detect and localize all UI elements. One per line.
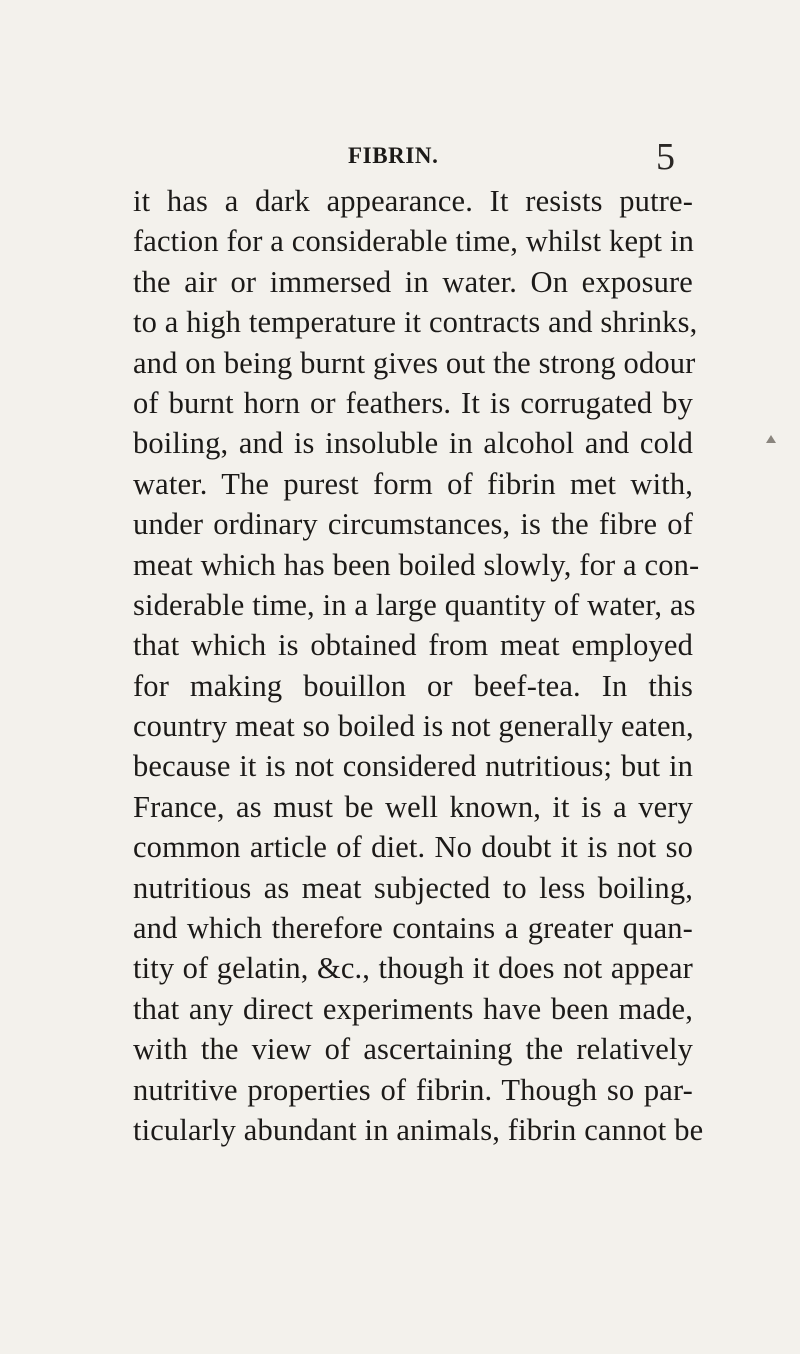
text-line: for making bouillon or beef-tea. In this	[133, 668, 693, 703]
page-title: FIBRIN.	[348, 143, 439, 168]
text-line: because it is not considered nutritious; but in	[133, 749, 693, 784]
page-number: 5	[656, 136, 675, 178]
text-line: that any direct experiments have been made,	[133, 991, 693, 1026]
text-line: of burnt horn or feathers. It is corrugated by	[133, 385, 693, 420]
text-line: ticularly abundant in animals, fibrin cannot be	[133, 1112, 704, 1147]
margin-mark	[766, 435, 776, 443]
text-line: boiling, and is insoluble in alcohol and cold	[133, 426, 693, 461]
text-line: water. The purest form of fibrin met with,	[133, 466, 693, 501]
body-text	[133, 181, 704, 1150]
text-line: faction for a considerable time, whilst kept in	[133, 224, 694, 259]
text-line: country meat so boiled is not generally eaten,	[133, 709, 694, 744]
text-line: siderable time, in a large quantity of water, as	[133, 587, 696, 622]
text-line: and on being burnt gives out the strong odour	[133, 345, 696, 380]
text-line: nutritious as meat subjected to less boiling,	[133, 870, 693, 905]
text-line: it has a dark appearance. It resists putre-	[133, 184, 693, 218]
running-head	[0, 136, 800, 179]
text-line: meat which has been boiled slowly, for a con-	[133, 547, 700, 582]
text-line: nutritive properties of fibrin. Though so par-	[133, 1072, 693, 1107]
text-line: to a high temperature it contracts and shrinks,	[133, 305, 698, 340]
text-line: tity of gelatin, &c., though it does not appear	[133, 951, 693, 986]
text-line: under ordinary circumstances, is the fibre of	[133, 507, 693, 542]
text-line: with the view of ascertaining the relatively	[133, 1032, 693, 1067]
text-line: that which is obtained from meat employed	[133, 628, 693, 663]
text-line: and which therefore contains a greater quan-	[133, 911, 693, 946]
text-line: the air or immersed in water. On exposure	[133, 264, 693, 299]
text-line: France, as must be well known, it is a very	[133, 789, 693, 824]
text-line: common article of diet. No doubt it is not so	[133, 830, 693, 865]
